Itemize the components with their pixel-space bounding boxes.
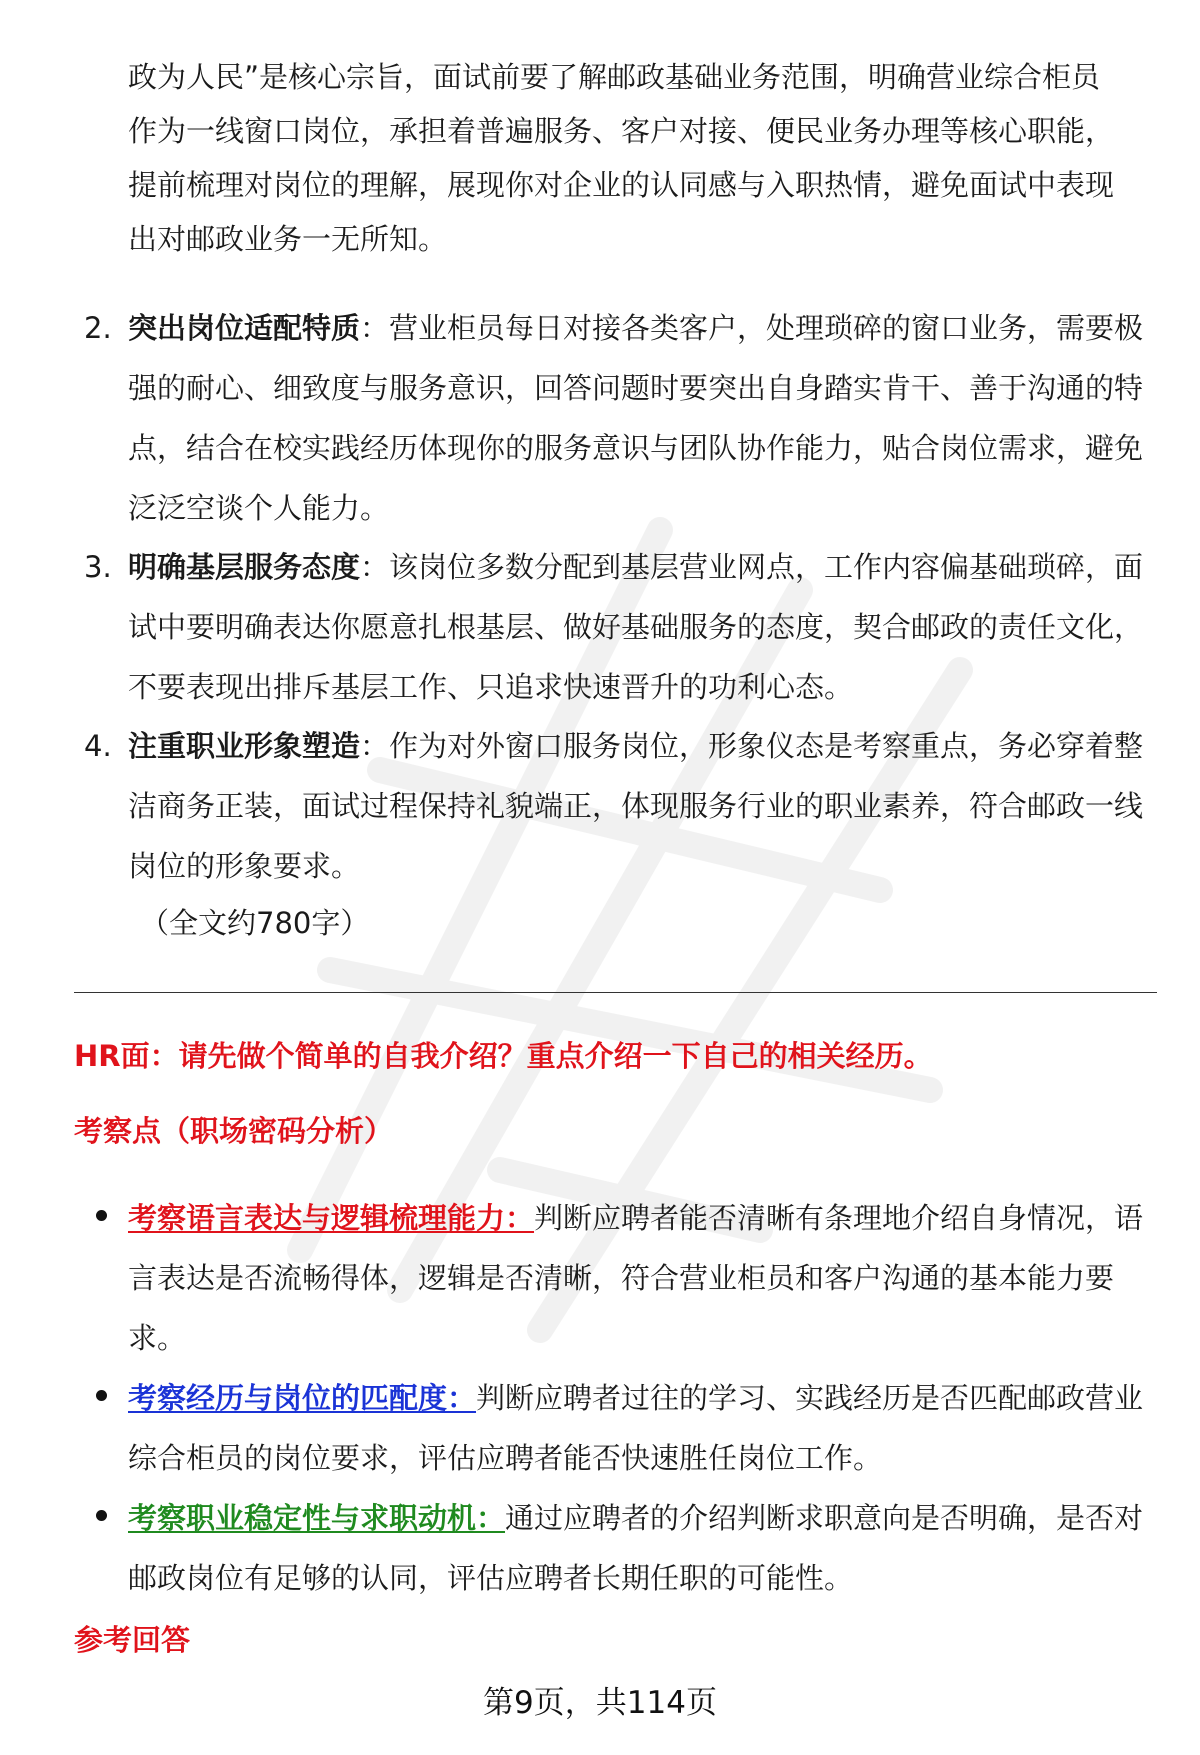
list-number: 4. bbox=[84, 729, 112, 763]
intro-line: 出对邮政业务一无所知。 bbox=[128, 222, 448, 256]
intro-line: 政为人民”是核心宗旨，面试前要了解邮政基础业务范围，明确营业综合柜员 bbox=[128, 60, 1101, 94]
analysis-item-term: 考察职业稳定性与求职动机： bbox=[128, 1501, 506, 1535]
page-footer: 第9页，共114页 bbox=[483, 1685, 717, 1721]
list-item-body bbox=[128, 298, 1144, 538]
analysis-item-term: 考察语言表达与逻辑梳理能力： bbox=[128, 1201, 535, 1235]
analysis-title: 考察点（职场密码分析） bbox=[74, 1114, 394, 1148]
hr-question-heading: HR面：请先做个简单的自我介绍？重点介绍一下自己的相关经历。 bbox=[74, 1039, 933, 1073]
list-item-text: 作为对外窗口服务岗位，形象仪态是考察重点，务必穿着整洁商务正装，面试过程保持礼貌端正，体现服务行业的职业素养，符合邮政一线岗位的形象要求。 bbox=[128, 729, 1144, 883]
bullet-icon bbox=[96, 1210, 107, 1221]
analysis-item-body bbox=[128, 1488, 1144, 1608]
list-item-text: 该岗位多数分配到基层营业网点，工作内容偏基础琐碎，面试中要明确表达你愿意扎根基层、做好基础服务的态度，契合邮政的责任文化，不要表现出排斥基层工作、只追求快速晋升的功利心态。 bbox=[128, 550, 1144, 704]
list-number: 2. bbox=[84, 311, 112, 345]
analysis-item-term: 考察经历与岗位的匹配度： bbox=[128, 1381, 477, 1415]
list-item-body bbox=[128, 537, 1144, 717]
bullet-icon bbox=[96, 1390, 107, 1401]
list-item-body bbox=[128, 716, 1144, 896]
intro-line: 提前梳理对岗位的理解，展现你对企业的认同感与入职热情，避免面试中表现 bbox=[128, 168, 1115, 202]
answer-title: 参考回答 bbox=[74, 1623, 191, 1657]
list-item-text: 营业柜员每日对接各类客户，处理琐碎的窗口业务，需要极强的耐心、细致度与服务意识，回答问题时要突出自身踏实肯干、善于沟通的特点，结合在校实践经历体现你的服务意识与团队协作能力，贴合岗位需求，避免泛泛空谈个人能力。 bbox=[128, 311, 1144, 525]
analysis-item-text: 通过应聘者的介绍判断求职意向是否明确，是否对邮政岗位有足够的认同，评估应聘者长期任职的可能性。 bbox=[128, 1501, 1144, 1595]
analysis-item-body bbox=[128, 1188, 1144, 1368]
list-item-sep: ： bbox=[360, 550, 390, 584]
intro-line: 作为一线窗口岗位，承担着普遍服务、客户对接、便民业务办理等核心职能， bbox=[128, 114, 1115, 148]
analysis-item-body bbox=[128, 1368, 1144, 1488]
bullet-icon bbox=[96, 1510, 107, 1521]
list-item-sep: ： bbox=[360, 311, 390, 345]
list-item-sep: ： bbox=[360, 729, 390, 763]
analysis-item-text: 判断应聘者过往的学习、实践经历是否匹配邮政营业综合柜员的岗位要求，评估应聘者能否快速胜任岗位工作。 bbox=[128, 1381, 1144, 1475]
section-divider bbox=[74, 992, 1157, 993]
word-count-note: （全文约780字） bbox=[140, 906, 370, 940]
list-item-term: 明确基层服务态度 bbox=[128, 550, 361, 584]
list-number: 3. bbox=[84, 550, 112, 584]
analysis-item-text: 判断应聘者能否清晰有条理地介绍自身情况，语言表达是否流畅得体，逻辑是否清晰，符合营业柜员和客户沟通的基本能力要求。 bbox=[128, 1201, 1144, 1355]
list-item-term: 突出岗位适配特质 bbox=[128, 311, 361, 345]
list-item-term: 注重职业形象塑造 bbox=[128, 729, 361, 763]
